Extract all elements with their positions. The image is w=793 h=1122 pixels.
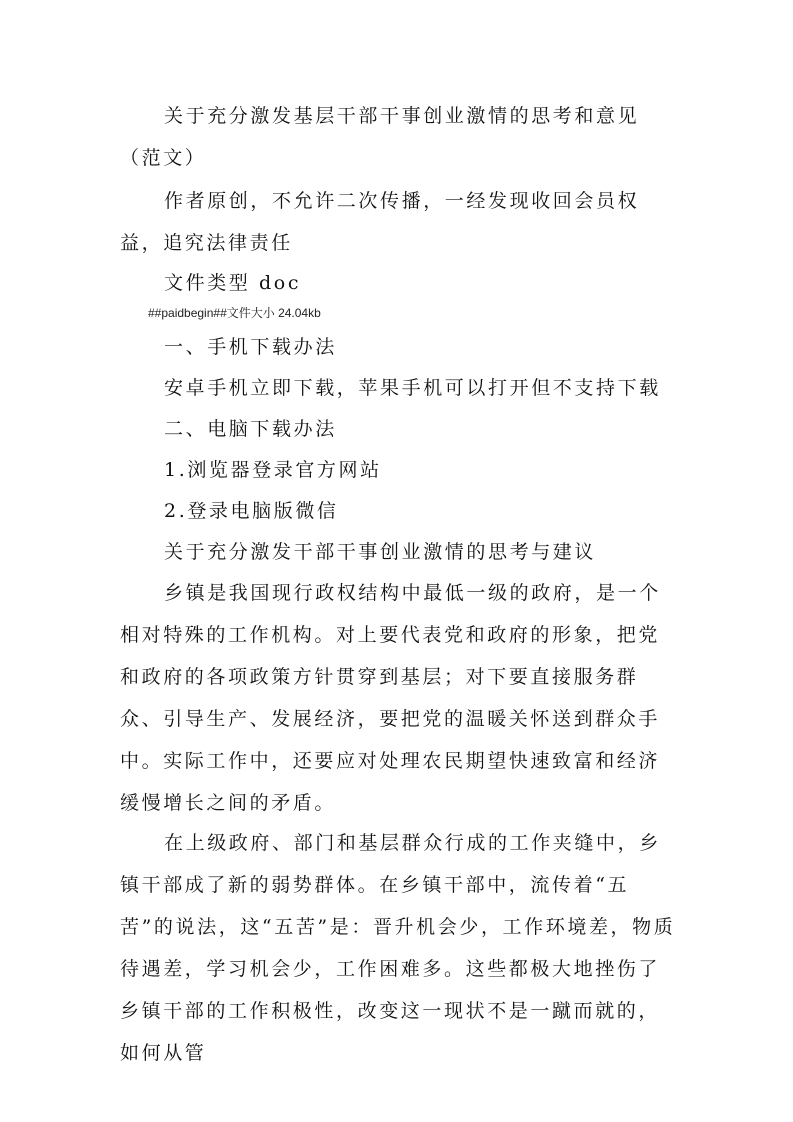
copyright-notice: 作者原创，不允许二次传播，一经发现收回会员权益，追究法律责任 [120, 190, 640, 254]
section-heading-computer: 二、电脑下载办法 [164, 418, 337, 440]
mobile-download-text: 安卓手机立即下载，苹果手机可以打开但不支持下载 [164, 377, 661, 399]
article-paragraph-2: 在上级政府、部门和基层群众行成的工作夹缝中，乡镇干部成了新的弱势群体。在乡镇干部中，流传着“五苦”的说法，这“五苦”是：晋升机会少，工作环境差，物质待遇差，学习机会少，工作困难多。这些都极大地挫伤了乡镇干部的工作积极性，改变这一现状不是一蹴而就的，如何从管 [120, 832, 676, 1064]
file-size: ##paidbegin##文件大小 24.04kb [148, 306, 321, 320]
article-title: 关于充分激发干部干事创业激情的思考与建议 [164, 541, 597, 563]
document-title: 关于充分激发基层干部干事创业激情的思考和意见（范文） [120, 105, 640, 169]
file-type: 文件类型 doc [164, 272, 302, 294]
computer-download-step-1: 1.浏览器登录官方网站 [164, 459, 382, 481]
computer-download-step-2: 2.登录电脑版微信 [164, 500, 339, 522]
article-paragraph-1: 乡镇是我国现行政权结构中最低一级的政府，是一个相对特殊的工作机构。对上要代表党和政府的形象，把党和政府的各项政策方针贯穿到基层；对下要直接服务群众、引导生产、发展经济，要把党的温暖关怀送到群众手中。实际工作中，还要应对处理农民期望快速致富和经济缓慢增长之间的矛盾。 [120, 582, 661, 814]
section-heading-mobile: 一、手机下载办法 [164, 336, 337, 358]
